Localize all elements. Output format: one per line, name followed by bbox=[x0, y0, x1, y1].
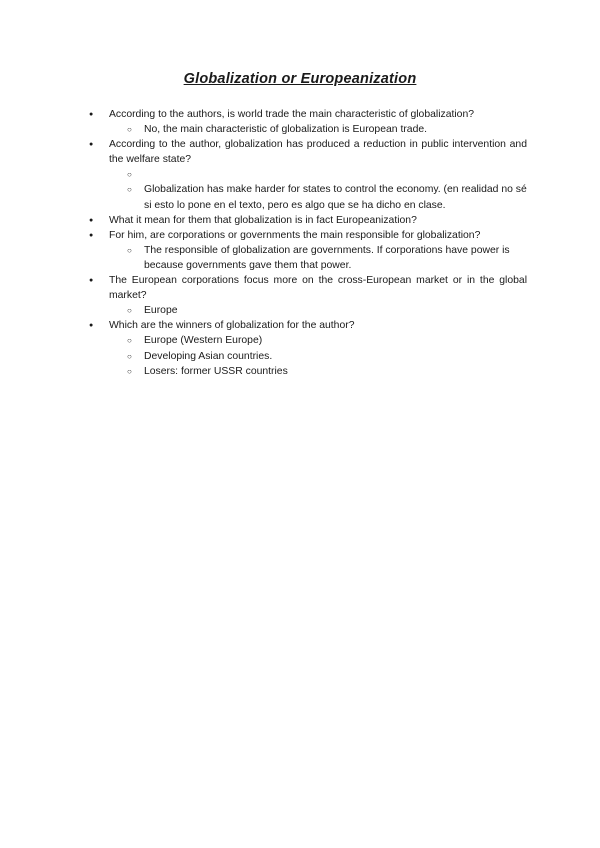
answer-item-empty bbox=[144, 167, 527, 182]
answer-list bbox=[109, 167, 527, 212]
question-text: ● According to the author, globalization has produced a reduction in public intervention and the welfare state? bbox=[109, 139, 527, 166]
answer-list bbox=[109, 303, 527, 318]
answer-list bbox=[109, 122, 527, 137]
answer-item: ○ No, the main characteristic of globalization is European trade. bbox=[144, 122, 527, 137]
question-item bbox=[109, 273, 527, 318]
question-text: ● What it mean for them that globalization is in fact Europeanization? bbox=[109, 214, 417, 226]
question-item bbox=[109, 318, 527, 378]
answer-list bbox=[109, 243, 527, 273]
question-text: ● According to the authors, is world trade the main characteristic of globalization? bbox=[109, 109, 475, 120]
answer-item: ○ Developing Asian countries. bbox=[144, 349, 527, 364]
question-item bbox=[109, 107, 527, 137]
question-text: ● For him, are corporations or governments the main responsible for globalization? bbox=[109, 229, 481, 241]
answer-item: ○ Europe bbox=[144, 303, 527, 318]
question-text: ● Which are the winners of globalization for the author? bbox=[109, 320, 355, 332]
answer-item: ○ Globalization has make harder for states to control the economy. (en realidad no sé si esto lo pone en el texto, pero es algo que se ha dicho en clase. bbox=[144, 182, 527, 212]
answer-item: ○ Losers: former USSR countries bbox=[144, 364, 527, 379]
answer-list bbox=[109, 333, 527, 378]
question-list bbox=[109, 107, 527, 379]
question-item bbox=[109, 137, 527, 212]
question-item bbox=[109, 213, 527, 228]
question-item bbox=[109, 228, 527, 273]
question-text: ● The European corporations focus more on the cross-European market or in the global market? bbox=[109, 275, 527, 302]
answer-item: ○ Europe (Western Europe) bbox=[144, 333, 527, 348]
answer-item: ○ The responsible of globalization are governments. If corporations have power is because governments gave them that power. bbox=[144, 243, 527, 273]
document-title: Globalization or Europeanization bbox=[183, 71, 417, 87]
